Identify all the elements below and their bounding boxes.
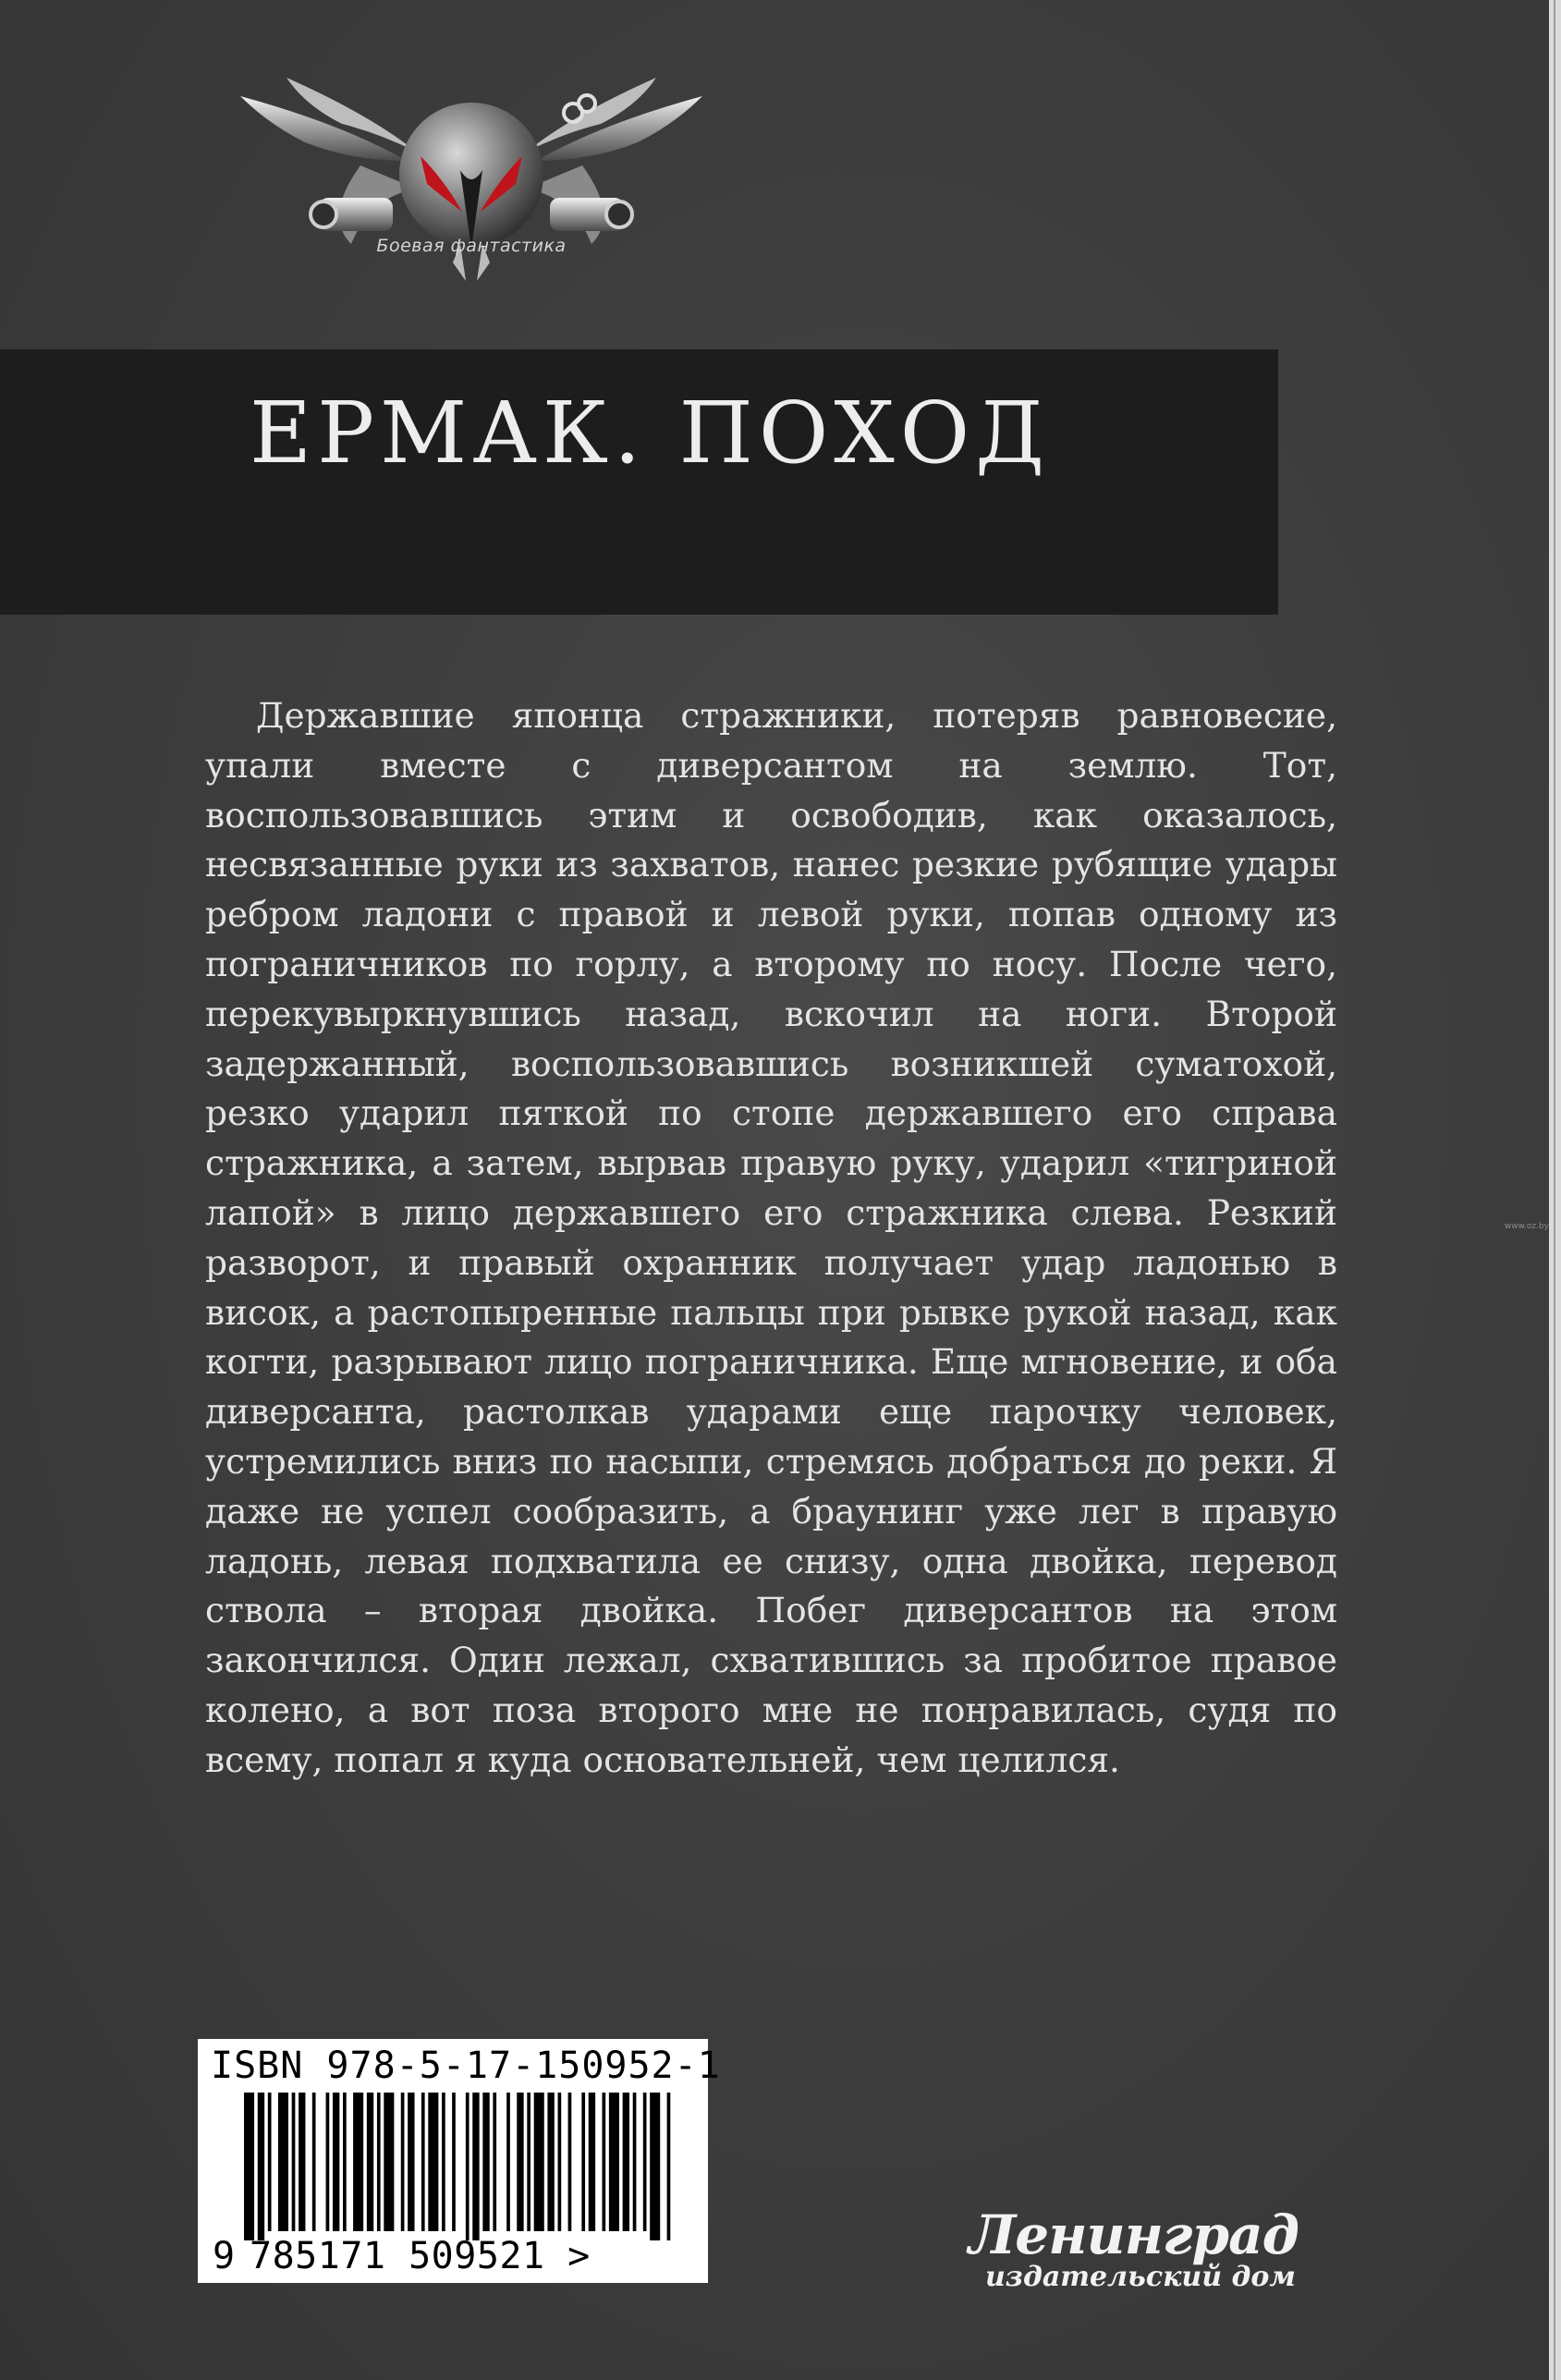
isbn-number: ISBN 978-5-17-150952-1 [211, 2044, 721, 2087]
publisher-subtitle: издательский дом [985, 2261, 1296, 2293]
publisher-logo [969, 2203, 1320, 2296]
barcode-panel [198, 2039, 721, 2283]
book-title: ЕРМАК. ПОХОД [250, 384, 1050, 482]
blurb-text: Державшие японца стражники, потеряв равновесие, упали вместе с диверсантом на землю. Тот, воспользовавшись этим и освободив, как оказалось, несвязанные руки из захватов, нанес резкие рубящие удары ребром ладони с правой и левой руки, попав одному из пограничников по горлу, а второму по носу. После чего, перекувыркнувшись назад, вскочил на ноги. Второй задержанный, воспользовавшись возникшей суматохой, резко ударил пяткой по стопе державшего его справа стражника, а затем, вырвав правую руку, ударил «тигриной лапой» в лицо державшего его стражника слева. Резкий разворот, и правый охранник получает удар ладонью в висок, а растопыренные пальцы при рывке рукой назад, как когти, разрывают лицо пограничника. Еще мгновение, и оба диверсанта, растолкав ударами еще парочку человек, устремились вниз по насыпи, стремясь добраться до реки. Я даже не успел сообразить, а браунинг уже лег в правую ладонь, левая подхватила ее снизу, одна двойка, перевод ствола – вторая двойка. Побег диверсантов на этом закончился. Один лежал, схватившись за пробитое правое колено, а вот поза второго мне не понравилась, судя по всему, попал я куда основательней, чем целился. [205, 695, 1337, 1780]
ean-digits: 785171 509521 > [250, 2235, 591, 2277]
cover-edge-line [1554, 0, 1555, 2380]
barcode-icon [244, 2093, 674, 2240]
series-name: Боевая фантастика [376, 236, 567, 256]
site-watermark: www.oz.by [1504, 1222, 1549, 1231]
ean-lead-digit: 9 [213, 2235, 236, 2277]
publisher-name: Ленинград [969, 2203, 1299, 2266]
